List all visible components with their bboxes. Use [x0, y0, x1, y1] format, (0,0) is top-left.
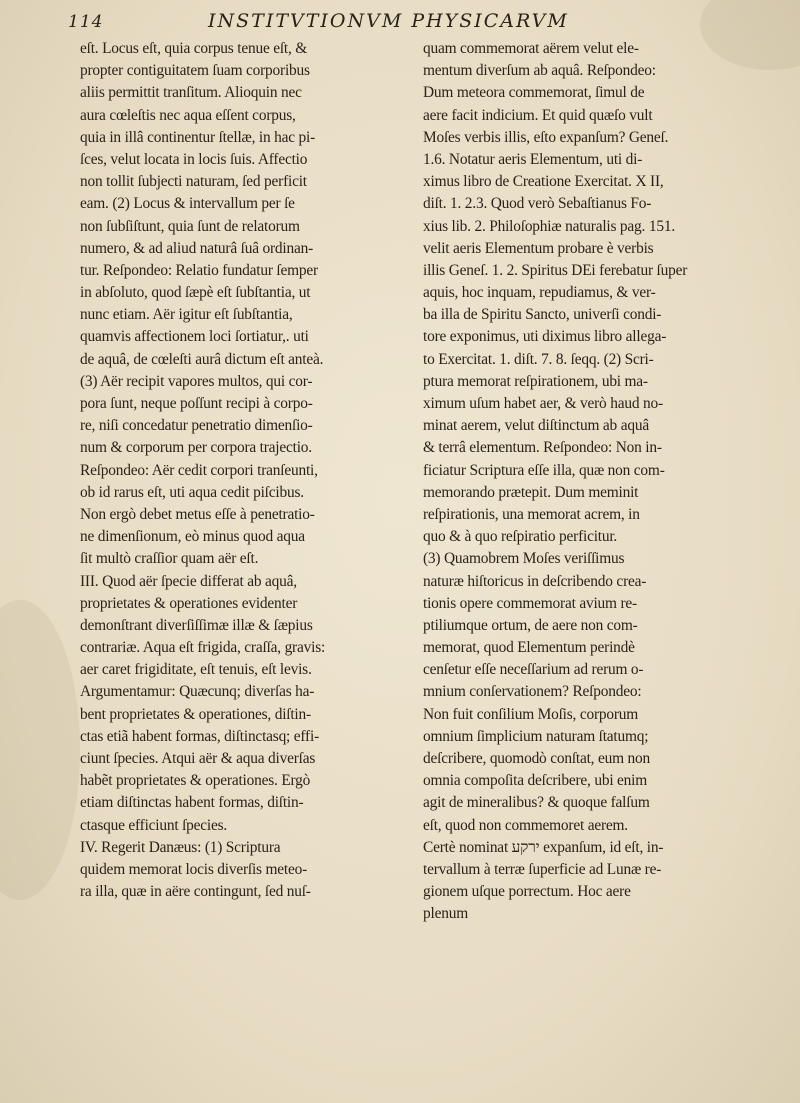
text-line: mnium conſervationem? Reſpondeo:	[423, 683, 642, 701]
text-line: quam commemorat aërem velut ele-	[423, 40, 639, 57]
right-text-column	[423, 38, 753, 926]
text-line: xius lib. 2. Philoſophiæ naturalis pag. 151.	[423, 217, 675, 235]
text-line: III. Quod aër ſpecie differat ab aquâ,	[80, 572, 297, 590]
text-line: aliis permittit tranſitum. Alioquin nec	[80, 84, 302, 102]
text-line: Reſpondeo: Aër cedit corpori tranſeunti,	[80, 461, 318, 479]
text-line: ptiliumque ortum, de aere non com-	[423, 616, 638, 634]
text-line: diſt. 1. 2.3. Quod verò Sebaſtianus Fo-	[423, 195, 652, 213]
running-head	[68, 4, 790, 36]
text-line: tervallum à terræ ſuperficie ad Lunæ re-	[423, 860, 662, 878]
text-line: ctasque efficiunt ſpecies.	[80, 816, 228, 834]
text-line: deſcribere, quomodò conſtat, eum non	[423, 750, 651, 767]
text-line: omnium ſimplicium naturam ſtatumq;	[423, 727, 649, 745]
running-title: INSTITVTIONVM PHYSICARVM	[208, 10, 569, 32]
text-line: tore exponimus, uti diximus libro allega-	[423, 328, 667, 346]
text-line: quia in illâ continentur ſtellæ, in hac pi-	[80, 128, 316, 146]
text-line: gionem uſque porrectum. Hoc aere	[423, 883, 631, 901]
text-line: ba illa de Spiritu Sancto, univerſi condi-	[423, 306, 662, 324]
text-line: ra illa, quæ in aëre contingunt, ſed nuſ-	[80, 883, 311, 901]
text-line: quidem memorat locis diverſis meteo-	[80, 860, 308, 878]
text-line: naturæ hiſtoricus in deſcribendo crea-	[423, 572, 647, 590]
text-line: aer caret frigiditate, eſt tenuis, eſt levis.	[80, 661, 312, 679]
text-line: Non fuit conſilium Moſis, corporum	[423, 705, 639, 723]
text-line: memorat, quod Elementum perindè	[423, 639, 635, 657]
text-line: Dum meteora commemorat, ſimul de	[423, 84, 645, 102]
text-line: demonſtrant diverſiſſimæ illæ & ſæpius	[80, 616, 313, 634]
text-line: ſit multò craſſior quam aër eſt.	[80, 550, 259, 568]
text-line: ptura memorat reſpirationem, ubi ma-	[423, 372, 648, 390]
text-line: tionis opere commemorat avium re-	[423, 594, 637, 612]
text-line: Certè nominat ירקע expanſum, id eſt, in-	[423, 838, 664, 856]
text-line: de aquâ, de cœleſti aurâ dictum eſt anteà.	[80, 350, 324, 368]
text-line: propter contiguitatem ſuam corporibus	[80, 62, 310, 80]
text-line: ximum uſum habet aer, & verò haud no-	[423, 395, 663, 412]
text-line: bent proprietates & operationes, diſtin-	[80, 705, 311, 723]
text-line: (3) Quamobrem Moſes veriſſimus	[423, 550, 625, 568]
text-line: pora ſunt, neque poſſunt recipi à corpo-	[80, 395, 313, 412]
text-line: quamvis affectionem loci ſortiatur,. uti	[80, 328, 309, 346]
page-number: 114	[68, 12, 104, 32]
page-stain	[0, 600, 80, 900]
text-line: etiam diſtinctas habent formas, diſtin-	[80, 794, 304, 812]
text-line: plenum	[423, 905, 468, 923]
text-line: ſces, velut locata in locis ſuis. Affectio	[80, 150, 308, 168]
text-line: num & corporum per corpora trajectio.	[80, 439, 312, 457]
text-line: minat aerem, velut diſtinctum ab aquâ	[423, 417, 649, 435]
text-line: agit de mineralibus? & quoque falſum	[423, 794, 650, 812]
text-line: reſpirationis, una memorat acrem, in	[423, 505, 640, 523]
text-line: aere facit indicium. Et quid quæſo vult	[423, 106, 653, 124]
text-line: aura cœleſtis nec aqua eſſent corpus,	[80, 106, 296, 124]
text-line: ctas etiã habent formas, diſtinctasq; effi-	[80, 727, 319, 745]
text-line: numero, & ad aliud naturâ ſuâ ordinan-	[80, 239, 314, 257]
text-line: velit aeris Elementum probare è verbis	[423, 239, 654, 257]
text-line: eſt. Locus eſt, quia corpus tenue eſt, &	[80, 40, 308, 57]
text-line: non ſubſiſtunt, quia ſunt de relatorum	[80, 217, 300, 235]
text-line: (3) Aër recipit vapores multos, qui cor-	[80, 372, 313, 390]
text-line: quo & à quo reſpiratio perficitur.	[423, 528, 618, 546]
text-line: 1.6. Notatur aeris Elementum, uti di-	[423, 150, 643, 168]
text-line: nunc etiam. Aër igitur eſt ſubſtantia,	[80, 306, 293, 324]
text-line: ob id rarus eſt, uti aqua cedit piſcibus.	[80, 483, 304, 501]
text-line: Non ergò debet metus eſſe à penetratio-	[80, 505, 315, 523]
text-line: omnia compoſita deſcribere, ubi enim	[423, 772, 648, 790]
text-line: memorando prætерit. Dum meminit	[423, 483, 639, 501]
text-line: & terrâ elementum. Reſpondeo: Non in-	[423, 439, 662, 457]
text-line: ciunt ſpecies. Atqui aër & aqua diverſas	[80, 750, 316, 767]
text-line: proprietates & operationes evidenter	[80, 594, 298, 612]
text-line: aquis, hoc inquam, repudiamus, & ver-	[423, 284, 656, 302]
text-line: contrariæ. Aqua eſt frigida, craſſa, gravis:	[80, 639, 326, 657]
text-line: in abſoluto, quod ſæpè eſt ſubſtantia, ut	[80, 284, 311, 302]
text-line: ximus libro de Creatione Exercitat. X II,	[423, 173, 664, 191]
text-line: tur. Reſpondeo: Relatio fundatur ſemper	[80, 261, 318, 279]
text-line: habẽt proprietates & operationes. Ergò	[80, 772, 311, 790]
text-line: mentum diverſum ab aquâ. Reſpondeo:	[423, 62, 656, 80]
text-line: IV. Regerit Danæus: (1) Scriptura	[80, 838, 281, 856]
text-line: eam. (2) Locus & intervallum per ſe	[80, 195, 295, 213]
text-line: ficiatur Scriptura eſſe illa, quæ non com-	[423, 461, 665, 479]
text-line: eſt, quod non commemoret aerem.	[423, 816, 628, 834]
text-line: Moſes verbis illis, eſto expanſum? Geneſ.	[423, 128, 669, 146]
text-line: re, niſi concedatur penetratio dimenſio-	[80, 417, 313, 435]
left-text-column	[80, 38, 410, 903]
text-line: ne dimenſionum, eò minus quod aqua	[80, 528, 305, 546]
text-line: to Exercitat. 1. diſt. 7. 8. ſeqq. (2) Scri-	[423, 350, 654, 368]
text-line: cenſetur eſſe neceſſarium ad rerum o-	[423, 661, 644, 679]
text-line: non tollit ſubjecti naturam, ſed perficit	[80, 173, 307, 191]
text-line: illis Geneſ. 1. 2. Spiritus DEi ferebatur ſuper	[423, 261, 688, 279]
text-line: Argumentamur: Quæcunq; diverſas ha-	[80, 683, 315, 701]
